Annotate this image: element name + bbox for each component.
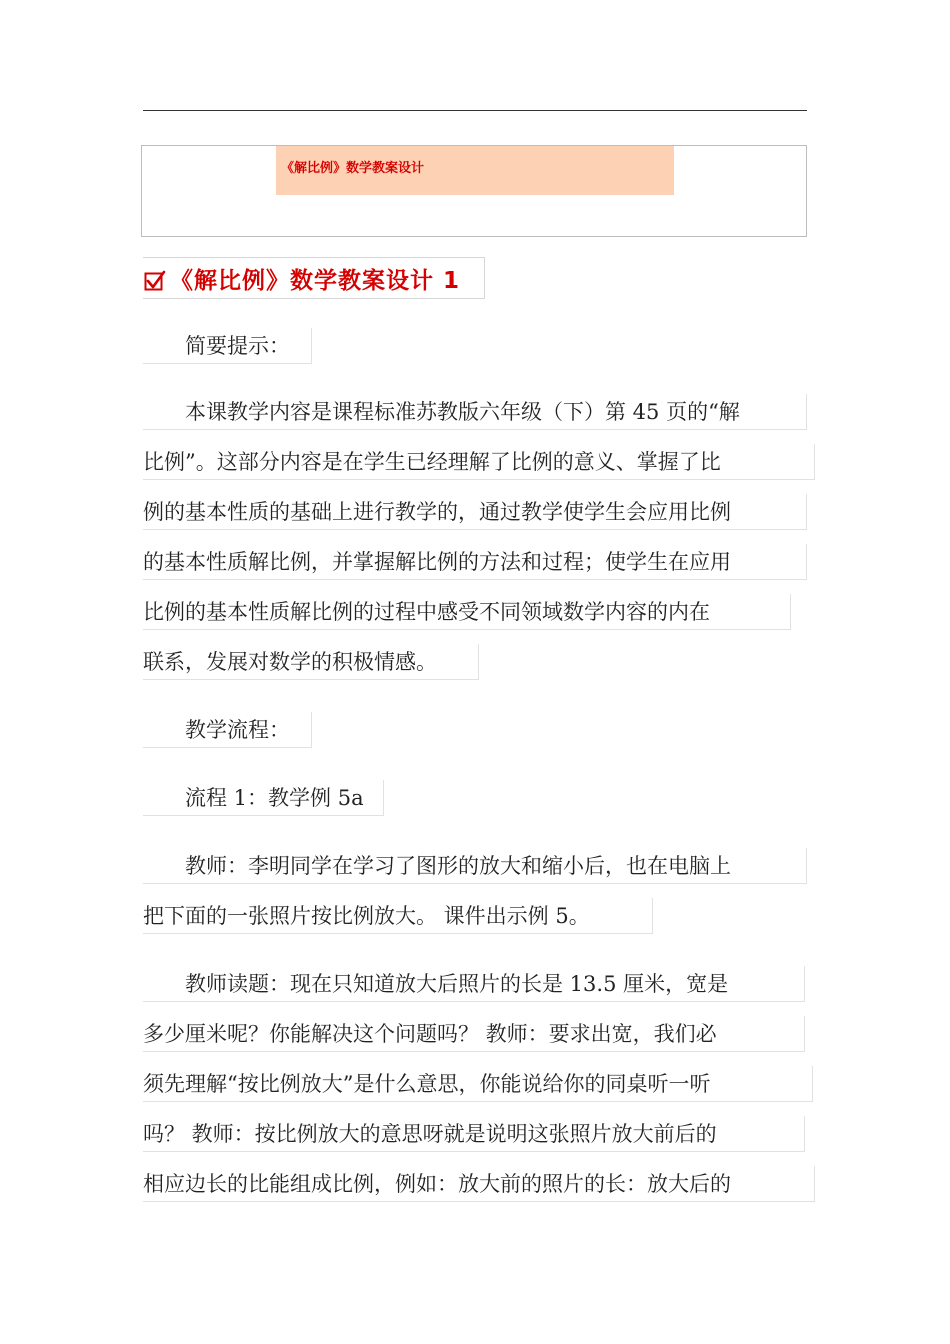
text-line: 把下面的一张照片按比例放大。 课件出示例 5。 — [143, 898, 653, 934]
text-line: 教师读题：现在只知道放大后照片的长是 13.5 厘米，宽是 — [143, 966, 805, 1002]
checkbox-checked-icon — [144, 270, 166, 292]
text-line: 的基本性质解比例，并掌握解比例的方法和过程；使学生在应用 — [143, 544, 807, 580]
text-line: 相应边长的比能组成比例，例如：放大前的照片的长：放大后的 — [143, 1166, 815, 1202]
text-line: 例的基本性质的基础上进行教学的，通过教学使学生会应用比例 — [143, 494, 807, 530]
text-line: 教学流程： — [143, 712, 312, 748]
text-line: 流程 1：教学例 5a — [143, 780, 384, 816]
title-box — [141, 145, 807, 237]
text-line: 本课教学内容是课程标准苏教版六年级（下）第 45 页的“解 — [143, 394, 807, 430]
heading-text: 《解比例》数学教案设计 1 — [170, 267, 461, 294]
text-line: 教师：李明同学在学习了图形的放大和缩小后，也在电脑上 — [143, 848, 807, 884]
text-line: 吗？ 教师：按比例放大的意思呀就是说明这张照片放大前后的 — [143, 1116, 805, 1152]
text-line: 简要提示： — [143, 328, 312, 364]
text-line: 联系，发展对数学的积极情感。 — [143, 644, 479, 680]
text-line: 比例”。这部分内容是在学生已经理解了比例的意义、掌握了比 — [143, 444, 815, 480]
title-banner: 《解比例》数学教案设计 — [276, 146, 674, 195]
top-rule — [143, 110, 807, 111]
text-line: 多少厘米呢？你能解决这个问题吗？ 教师：要求出宽，我们必 — [143, 1016, 805, 1052]
section-heading — [143, 257, 485, 299]
text-line: 比例的基本性质解比例的过程中感受不同领域数学内容的内在 — [143, 594, 791, 630]
text-line: 须先理解“按比例放大”是什么意思，你能说给你的同桌听一听 — [143, 1066, 813, 1102]
